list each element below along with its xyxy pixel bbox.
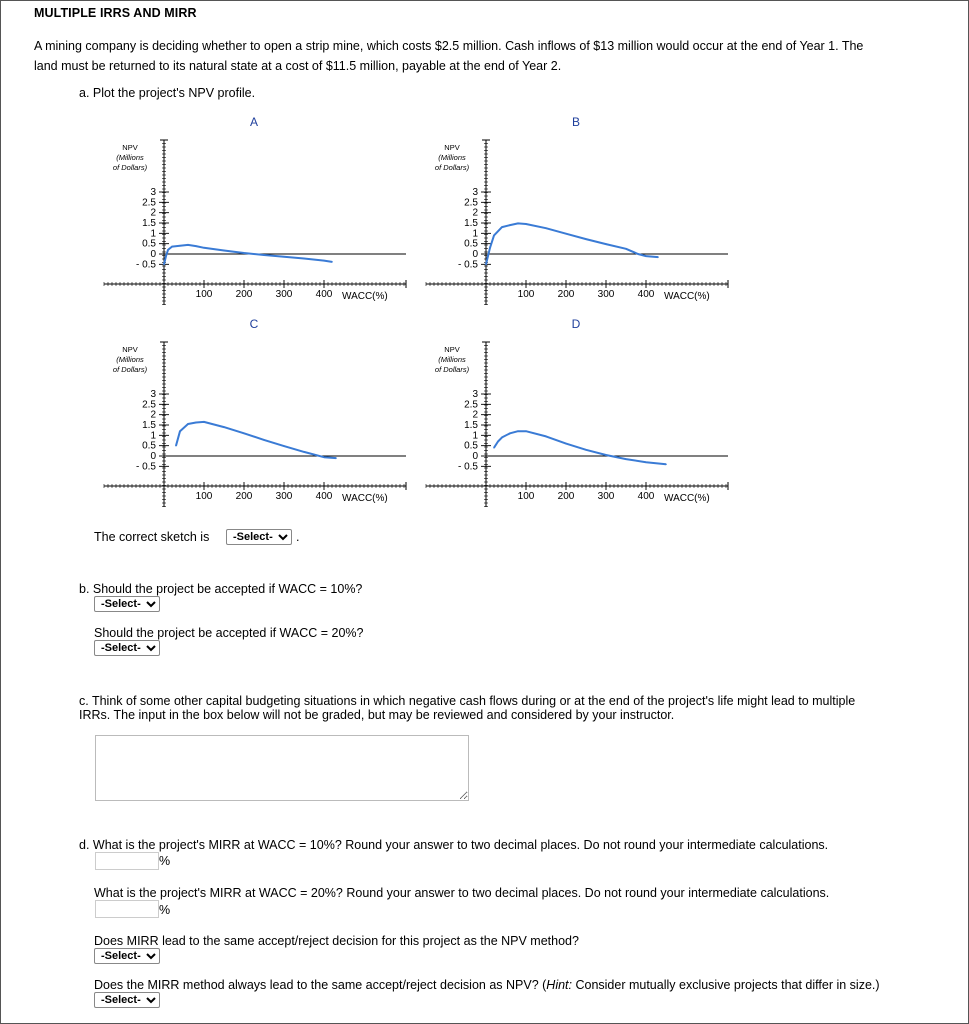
npv-point [223, 250, 225, 252]
npv-curve [164, 245, 332, 264]
npv-point [283, 445, 285, 447]
npv-point [187, 244, 189, 246]
x-tick-label: 200 [235, 289, 253, 300]
npv-point [187, 423, 189, 425]
part-d-question-2: What is the project's MIRR at WACC = 20%? Round your answer to two decimal places. Do not round your intermediate calculations. [94, 886, 830, 900]
x-axis-label: WACC(%) [342, 493, 388, 504]
y-tick-label: 2.5 [464, 399, 478, 411]
npv-point [525, 430, 527, 432]
mirr-same-decision-select[interactable] [94, 948, 160, 964]
y-tick-label: 0.5 [142, 440, 156, 452]
npv-point [605, 454, 607, 456]
x-axis-label: WACC(%) [664, 493, 710, 504]
accept-10-select[interactable] [94, 596, 160, 612]
npv-point [665, 463, 667, 465]
intro-line-1: A mining company is deciding whether to open a strip mine, which costs $2.5 million. Cash inflows of $13 million would occur at the end of Year 1. The [34, 39, 864, 53]
npv-point [485, 264, 487, 266]
chart-a [100, 112, 420, 312]
part-d-question-3: Does MIRR lead to the same accept/reject decision for this project as the NPV method? [94, 934, 579, 948]
y-axis-label: (Millions [116, 355, 144, 364]
y-axis-label: (Millions [116, 153, 144, 162]
y-tick-label: 0.5 [464, 440, 478, 452]
mirr-20-unit: % [159, 903, 171, 917]
part-b-question-2: Should the project be accepted if WACC = 20%? [94, 626, 364, 640]
x-axis-label: WACC(%) [664, 291, 710, 302]
npv-point [625, 458, 627, 460]
x-tick-label: 200 [557, 289, 575, 300]
npv-point [585, 238, 587, 240]
y-tick-label: 1.5 [464, 420, 478, 431]
chart-title: C [249, 317, 259, 331]
npv-point [179, 245, 181, 247]
npv-point [223, 426, 225, 428]
y-tick-label: 1 [472, 228, 478, 240]
npv-point [637, 253, 639, 255]
npv-point [565, 233, 567, 235]
y-tick-label: 3 [472, 389, 478, 400]
y-tick-label: 2 [472, 409, 478, 421]
npv-point [263, 254, 265, 256]
npv-point [195, 245, 197, 247]
y-axis-label: of Dollars) [434, 365, 470, 374]
chart-title: D [571, 317, 581, 331]
y-tick-label: 3 [150, 187, 156, 198]
npv-curve [486, 223, 658, 264]
sketch-select[interactable] [226, 529, 292, 545]
x-tick-label: 400 [315, 491, 333, 502]
npv-point [517, 223, 519, 225]
npv-point [335, 457, 337, 459]
y-tick-label: 1 [150, 430, 156, 442]
x-tick-label: 100 [517, 491, 535, 502]
y-axis-label: (Millions [438, 153, 466, 162]
x-tick-label: 400 [637, 289, 655, 300]
npv-point [565, 443, 567, 445]
y-tick-label: 2.5 [464, 197, 478, 209]
npv-point [605, 243, 607, 245]
npv-point [323, 260, 325, 262]
npv-curve [176, 422, 336, 458]
y-tick-label: 2 [150, 409, 156, 421]
npv-point [501, 437, 503, 439]
x-tick-label: 200 [235, 491, 253, 502]
part-c-line-2: IRRs. The input in the box below will not be graded, but may be reviewed and considered by your instructor. [79, 708, 675, 722]
npv-point [545, 227, 547, 229]
x-tick-label: 300 [597, 491, 615, 502]
y-axis-label: of Dollars) [112, 365, 148, 374]
npv-point [303, 258, 305, 260]
y-tick-label: 0.5 [464, 238, 478, 250]
problem-statement [34, 36, 959, 76]
y-tick-label: 2 [472, 207, 478, 219]
chart-c [100, 314, 420, 514]
y-tick-label: 0 [472, 451, 478, 462]
y-axis-label: (Millions [438, 355, 466, 364]
npv-curve [494, 431, 666, 464]
x-tick-label: 100 [517, 289, 535, 300]
y-tick-label: 0 [150, 249, 156, 260]
npv-point [497, 441, 499, 443]
npv-point [585, 449, 587, 451]
y-axis-label: of Dollars) [112, 163, 148, 172]
mirr-10-input[interactable] [95, 852, 159, 870]
npv-point [203, 247, 205, 249]
npv-point [509, 432, 511, 434]
npv-point [525, 223, 527, 225]
npv-point [625, 248, 627, 250]
part-d-question-1: d. What is the project's MIRR at WACC = 10%? Round your answer to two decimal places. Do not round your intermediate calculations. [79, 838, 829, 852]
q4-post: Consider mutually exclusive projects that differ in size.) [572, 978, 880, 992]
npv-point [493, 447, 495, 449]
y-axis-label: NPV [122, 345, 138, 354]
mirr-20-input[interactable] [95, 900, 159, 918]
y-tick-label: 1 [472, 430, 478, 442]
npv-point [645, 255, 647, 257]
npv-point [195, 422, 197, 424]
chart-d [422, 314, 742, 514]
part-c-question [79, 694, 959, 722]
y-tick-label: 2 [150, 207, 156, 219]
y-tick-label: 0.5 [142, 238, 156, 250]
y-tick-label: 2.5 [142, 399, 156, 411]
chart-b [422, 112, 742, 312]
sketch-period: . [296, 530, 300, 544]
part-d-question-4 [94, 978, 880, 992]
y-tick-label: 2.5 [142, 197, 156, 209]
y-tick-label: - 0.5 [135, 461, 156, 473]
y-axis-label: NPV [122, 143, 138, 152]
y-tick-label: - 0.5 [457, 461, 478, 473]
npv-point [163, 264, 165, 266]
npv-point [501, 226, 503, 228]
y-axis-label: NPV [444, 143, 460, 152]
x-tick-label: 400 [637, 491, 655, 502]
q4-pre: Does the MIRR method always lead to the same accept/reject decision as NPV? ( [94, 978, 547, 992]
npv-point [489, 247, 491, 249]
y-tick-label: 1.5 [464, 218, 478, 229]
mirr-10-unit: % [159, 854, 171, 868]
chart-title: A [249, 115, 259, 129]
chart-title: B [571, 115, 581, 129]
y-tick-label: 1.5 [142, 218, 156, 229]
intro-line-2: land must be returned to its natural state at a cost of $11.5 million, payable at the end of Year 2. [34, 59, 562, 73]
y-tick-label: 1.5 [142, 420, 156, 431]
page-title: MULTIPLE IRRS AND MIRR [34, 6, 197, 20]
npv-point [203, 421, 205, 423]
x-tick-label: 400 [315, 289, 333, 300]
npv-point [517, 430, 519, 432]
npv-point [175, 445, 177, 447]
y-tick-label: - 0.5 [457, 259, 478, 271]
part-a-prompt: a. Plot the project's NPV profile. [79, 86, 256, 100]
x-tick-label: 300 [275, 491, 293, 502]
x-tick-label: 100 [195, 491, 213, 502]
x-tick-label: 300 [597, 289, 615, 300]
y-axis-label: of Dollars) [434, 163, 470, 172]
npv-point [545, 436, 547, 438]
y-tick-label: 1 [150, 228, 156, 240]
x-tick-label: 200 [557, 491, 575, 502]
x-tick-label: 100 [195, 289, 213, 300]
npv-point [167, 249, 169, 251]
x-axis-label: WACC(%) [342, 291, 388, 302]
npv-point [243, 432, 245, 434]
mirr-always-select[interactable] [94, 992, 160, 1008]
y-tick-label: 0 [150, 451, 156, 462]
part-b-question-1: b. Should the project be accepted if WACC = 10%? [79, 582, 363, 596]
x-tick-label: 300 [275, 289, 293, 300]
npv-point [509, 224, 511, 226]
q4-hint: Hint: [546, 978, 572, 992]
npv-point [171, 246, 173, 248]
y-tick-label: 3 [472, 187, 478, 198]
npv-point [263, 439, 265, 441]
y-tick-label: 3 [150, 389, 156, 400]
npv-point [243, 252, 245, 254]
npv-point [331, 261, 333, 263]
npv-point [323, 456, 325, 458]
sketch-label: The correct sketch is [94, 530, 210, 544]
npv-point [165, 255, 167, 257]
accept-20-select[interactable] [94, 640, 160, 656]
npv-point [179, 430, 181, 432]
npv-point [657, 256, 659, 258]
y-tick-label: - 0.5 [135, 259, 156, 271]
npv-point [303, 451, 305, 453]
npv-point [493, 235, 495, 237]
npv-point [645, 461, 647, 463]
y-tick-label: 0 [472, 249, 478, 260]
other-situations-textarea[interactable] [95, 735, 469, 801]
npv-point [283, 256, 285, 258]
y-axis-label: NPV [444, 345, 460, 354]
part-c-line-1: c. Think of some other capital budgeting situations in which negative cash flows during or at the end of the project's life might lead to multiple [79, 694, 856, 708]
